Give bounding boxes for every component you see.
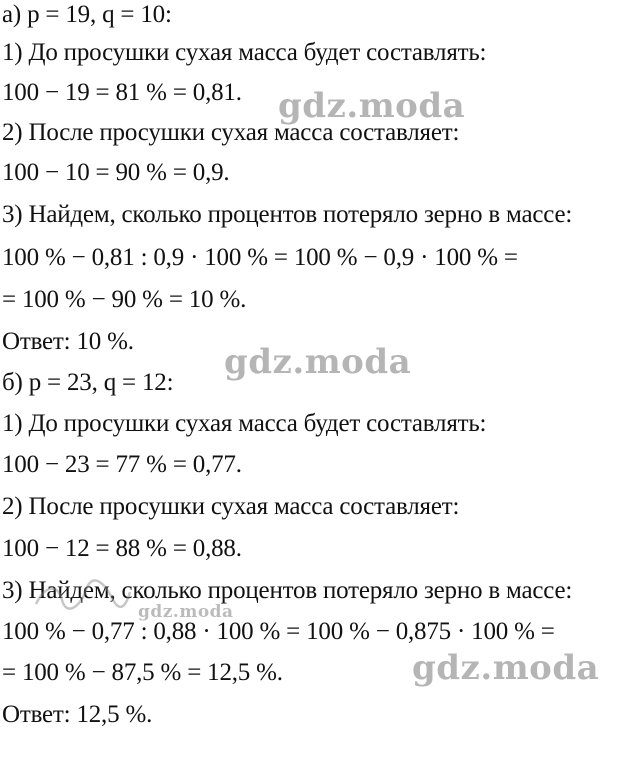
watermark-bottom-right: gdz.moda	[412, 648, 600, 688]
part-a-step1: 1) До просушки сухая масса будет составлять:	[2, 39, 487, 66]
watermark-small: gdz.moda	[138, 602, 234, 622]
watermark-top: gdz.moda	[278, 86, 466, 126]
part-a-step2: 2) После просушки сухая масса составляет:	[2, 119, 460, 146]
part-a-step2-calc: 100 − 10 = 90 % = 0,9.	[2, 159, 230, 186]
part-b-step3-calc: 100 % − 0,77 : 0,88 · 100 % = 100 % − 0,875 · 100 % =	[2, 618, 555, 645]
part-b-step3: 3) Найдем, сколько процентов потеряло зерно в массе:	[2, 577, 573, 604]
part-a-answer: Ответ: 10 %.	[2, 328, 134, 355]
watermark-middle: gdz.moda	[224, 342, 412, 382]
part-a-step3-calc: 100 % − 0,81 : 0,9 · 100 % = 100 % − 0,9 · 100 % =	[2, 244, 518, 271]
scribble-mark	[32, 578, 132, 612]
part-b-step2: 2) После просушки сухая масса составляет:	[2, 493, 460, 520]
part-b-header: б) p = 23, q = 12:	[2, 369, 174, 396]
part-a-step3: 3) Найдем, сколько процентов потеряло зерно в массе:	[2, 201, 573, 228]
part-b-step1: 1) До просушки сухая масса будет составлять:	[2, 410, 487, 437]
part-b-answer: Ответ: 12,5 %.	[2, 701, 153, 728]
watermark-scribble	[32, 578, 132, 619]
part-a-header: а) p = 19, q = 10:	[2, 1, 172, 28]
part-b-step1-calc: 100 − 23 = 77 % = 0,77.	[2, 451, 242, 478]
part-b-step2-calc: 100 − 12 = 88 % = 0,88.	[2, 535, 242, 562]
part-a-step3-result: = 100 % − 90 % = 10 %.	[2, 286, 247, 313]
part-a-step1-calc: 100 − 19 = 81 % = 0,81.	[2, 79, 242, 106]
part-b-step3-result: = 100 % − 87,5 % = 12,5 %.	[2, 659, 283, 686]
